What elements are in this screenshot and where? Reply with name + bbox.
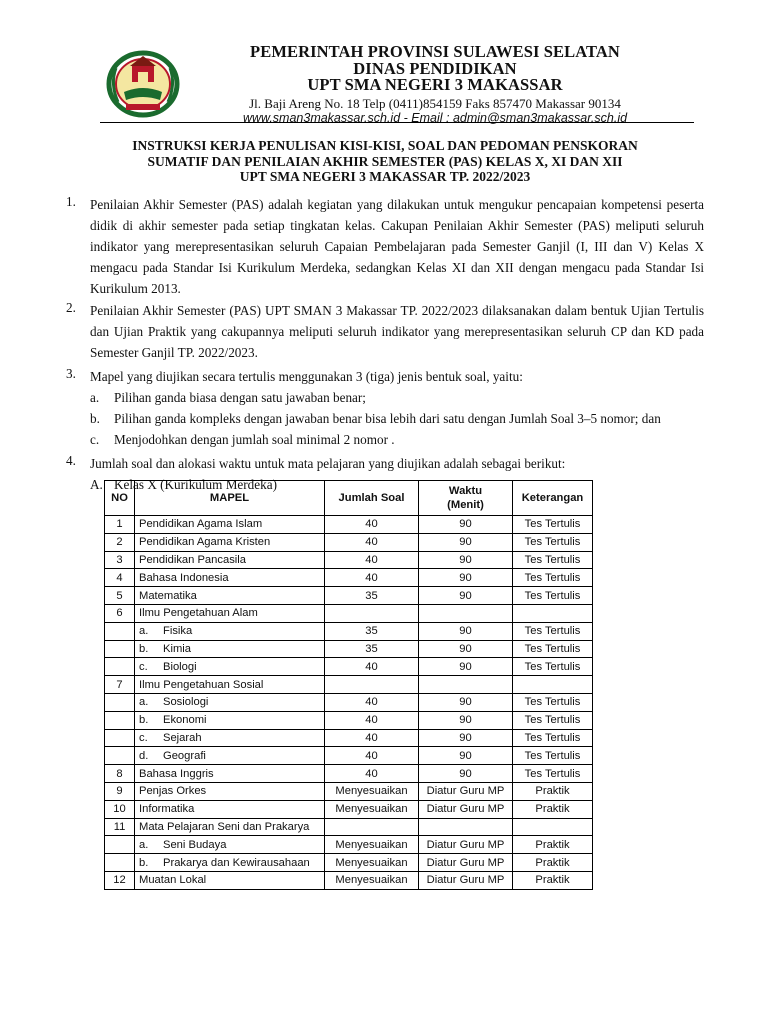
cell-no: 1 [105,516,135,534]
cell-mapel-name: Prakarya dan Kewirausahaan [163,856,310,869]
table-row [105,747,593,765]
cell-waktu: 90 [419,765,513,783]
cell-keterangan: Praktik [513,836,593,854]
cell-jumlah-soal: 40 [325,711,419,729]
cell-jumlah-soal: 40 [325,551,419,569]
cell-mapel [135,622,325,640]
cell-keterangan [513,676,593,694]
item-text: Penilaian Akhir Semester (PAS) adalah kegiatan yang dilakukan untuk mengukur pencapaian kompetensi peserta didik di akhir semester pada setiap tingkatan kelas. Cakupan Penilaian Akhir Semester (PAS) meliputi seluruh indikator yang merepresentasikan seluruh Capaian Pembelajaran pada Semester Ganjil (I, III dan V) Kelas X mengacu pada Standar Isi Kurikulum Merdeka, sedangkan Kelas XI dan XII dengan mengacu pada Standar Isi Kurikulum 2013. [90,197,704,296]
cell-mapel-letter: c. [139,660,148,673]
item-text: Jumlah soal dan alokasi waktu untuk mata pelajaran yang diujikan adalah sebagai berikut: [90,456,566,471]
cell-mapel-name: Geografi [163,749,206,762]
sub-item-text: Menjodohkan dengan jumlah soal minimal 2 nomor . [114,432,395,447]
cell-no [105,693,135,711]
cell-mapel-name: Ekonomi [163,714,207,727]
cell-no: 4 [105,569,135,587]
cell-waktu: 90 [419,516,513,534]
cell-keterangan: Praktik [513,800,593,818]
provincial-emblem-logo [104,48,182,118]
cell-no [105,622,135,640]
header-waktu [419,481,513,516]
table-row [105,854,593,872]
letterhead-province: PEMERINTAH PROVINSI SULAWESI SELATAN [250,42,620,61]
sub-item-b [90,408,704,429]
cell-no: 10 [105,800,135,818]
table-row [105,693,593,711]
cell-no [105,729,135,747]
cell-keterangan: Tes Tertulis [513,516,593,534]
cell-no [105,747,135,765]
title-line-1: INSTRUKSI KERJA PENULISAN KISI-KISI, SOAL DAN PEDOMAN PENSKORAN [132,138,638,153]
table-row [105,729,593,747]
sub-item-a [90,387,704,408]
cell-jumlah-soal: 35 [325,640,419,658]
cell-keterangan: Praktik [513,854,593,872]
cell-mapel-letter: b. [139,714,149,727]
cell-waktu: 90 [419,587,513,605]
cell-mapel: Muatan Lokal [135,871,325,889]
table-row [105,640,593,658]
sub-item-letter: c. [90,432,100,447]
letterhead-department: DINAS PENDIDIKAN [353,58,517,78]
cell-mapel: Informatika [135,800,325,818]
cell-no: 2 [105,533,135,551]
cell-mapel: Pendidikan Pancasila [135,551,325,569]
cell-jumlah-soal: 35 [325,622,419,640]
cell-mapel: Mata Pelajaran Seni dan Prakarya [135,818,325,836]
cell-mapel-letter: a. [139,625,149,638]
sub-item-letter: a. [90,390,100,405]
cell-keterangan: Tes Tertulis [513,693,593,711]
table-row [105,533,593,551]
cell-jumlah-soal [325,818,419,836]
table-row [105,871,593,889]
table-row [105,818,593,836]
instruction-item-2 [60,300,704,363]
cell-keterangan: Tes Tertulis [513,587,593,605]
cell-mapel: Pendidikan Agama Islam [135,516,325,534]
cell-mapel-letter: a. [139,838,149,851]
item-number: 1. [66,194,76,209]
item-text: Penilaian Akhir Semester (PAS) UPT SMAN 3 Makassar TP. 2022/2023 dilaksanakan dalam bentuk Ujian Tertulis dan Ujian Praktik yang cakupannya meliputi seluruh indikator yang merepresentasikan seluruh CP dan KD pada Semester Ganjil TP. 2022/2023. [90,303,704,360]
cell-keterangan: Tes Tertulis [513,729,593,747]
cell-keterangan: Tes Tertulis [513,533,593,551]
table-row [105,765,593,783]
table-row [105,658,593,676]
cell-waktu: 90 [419,693,513,711]
letterhead-divider [100,122,694,123]
cell-jumlah-soal: Menyesuaikan [325,871,419,889]
cell-mapel [135,729,325,747]
sub-item-text: Kelas X (Kurikulum Merdeka) [114,477,277,492]
cell-no: 9 [105,782,135,800]
cell-no: 6 [105,604,135,622]
cell-mapel [135,747,325,765]
cell-keterangan: Tes Tertulis [513,640,593,658]
cell-waktu: Diatur Guru MP [419,854,513,872]
cell-mapel: Pendidikan Agama Kristen [135,533,325,551]
cell-no [105,658,135,676]
header-waktu-line2: (Menit) [447,499,484,511]
table-body [105,516,593,890]
cell-waktu: Diatur Guru MP [419,800,513,818]
cell-mapel [135,693,325,711]
cell-mapel-name: Sosiologi [163,696,209,709]
cell-jumlah-soal: 40 [325,516,419,534]
cell-waktu: 90 [419,711,513,729]
cell-waktu: Diatur Guru MP [419,871,513,889]
table-row [105,516,593,534]
item-number: 3. [66,366,76,381]
cell-keterangan: Tes Tertulis [513,747,593,765]
cell-mapel-name: Sejarah [163,731,202,744]
cell-mapel [135,640,325,658]
cell-waktu: 90 [419,729,513,747]
cell-keterangan: Tes Tertulis [513,658,593,676]
instruction-item-3 [60,366,704,450]
cell-mapel: Ilmu Pengetahuan Alam [135,604,325,622]
sub-item-letter: A. [90,477,103,492]
cell-waktu: 90 [419,658,513,676]
cell-waktu: Diatur Guru MP [419,782,513,800]
cell-mapel: Penjas Orkes [135,782,325,800]
cell-mapel [135,658,325,676]
cell-keterangan: Tes Tertulis [513,569,593,587]
cell-no [105,854,135,872]
sub-item-letter: b. [90,411,100,426]
item-number: 2. [66,300,76,315]
header-keterangan: Keterangan [513,481,593,516]
cell-jumlah-soal: Menyesuaikan [325,854,419,872]
letterhead [200,44,670,126]
cell-no [105,836,135,854]
cell-no: 12 [105,871,135,889]
table-row [105,604,593,622]
cell-no [105,711,135,729]
cell-no: 5 [105,587,135,605]
table-row [105,711,593,729]
cell-mapel-letter: b. [139,856,149,869]
cell-no: 8 [105,765,135,783]
sub-item-c [90,429,704,450]
cell-waktu: 90 [419,569,513,587]
document-title [60,138,710,185]
sub-item-text: Pilihan ganda kompleks dengan jawaban benar bisa lebih dari satu dengan Jumlah Soal 3–5 nomor; dan [114,411,661,426]
header-jumlah-soal: Jumlah Soal [325,481,419,516]
cell-keterangan: Tes Tertulis [513,622,593,640]
letterhead-address: Jl. Baji Areng No. 18 Telp (0411)854159 Faks 857470 Makassar 90134 [249,95,621,111]
header-mapel: MAPEL [135,481,325,516]
title-line-3: UPT SMA NEGERI 3 MAKASSAR TP. 2022/2023 [239,169,531,184]
letterhead-school: UPT SMA NEGERI 3 MAKASSAR [307,75,563,94]
cell-keterangan: Praktik [513,782,593,800]
cell-mapel: Matematika [135,587,325,605]
cell-jumlah-soal: 40 [325,765,419,783]
table-row [105,622,593,640]
cell-jumlah-soal: Menyesuaikan [325,800,419,818]
cell-waktu: 90 [419,640,513,658]
header-waktu-line1: Waktu [448,485,483,497]
table-row [105,587,593,605]
cell-mapel-name: Biologi [163,660,197,673]
cell-mapel-name: Fisika [163,625,193,638]
cell-jumlah-soal: Menyesuaikan [325,782,419,800]
cell-mapel [135,854,325,872]
cell-jumlah-soal: 40 [325,729,419,747]
cell-keterangan: Tes Tertulis [513,765,593,783]
title-line-2: SUMATIF DAN PENILAIAN AKHIR SEMESTER (PAS) KELAS X, XI DAN XII [147,153,623,169]
letterhead-web-email: www.sman3makassar.sch.id - Email : admin@sman3makassar.sch.id [242,110,628,125]
cell-mapel-letter: a. [139,696,149,709]
cell-jumlah-soal [325,604,419,622]
cell-jumlah-soal: Menyesuaikan [325,836,419,854]
header-no: NO [105,481,135,516]
cell-mapel [135,711,325,729]
sub-item-text: Pilihan ganda biasa dengan satu jawaban benar; [114,390,366,405]
cell-jumlah-soal: 35 [325,587,419,605]
cell-no [105,640,135,658]
cell-mapel: Bahasa Inggris [135,765,325,783]
cell-mapel-name: Kimia [163,642,191,655]
cell-keterangan: Praktik [513,871,593,889]
cell-keterangan: Tes Tertulis [513,551,593,569]
cell-no: 7 [105,676,135,694]
cell-waktu: 90 [419,533,513,551]
cell-mapel-letter: d. [139,749,149,762]
cell-mapel: Bahasa Indonesia [135,569,325,587]
cell-jumlah-soal: 40 [325,533,419,551]
exam-schedule-table [104,480,593,890]
cell-jumlah-soal: 40 [325,569,419,587]
cell-waktu: 90 [419,747,513,765]
table-header-row [105,481,593,516]
item-text: Mapel yang diujikan secara tertulis menggunakan 3 (tiga) jenis bentuk soal, yaitu: [90,369,523,384]
cell-mapel-letter: b. [139,642,149,655]
cell-jumlah-soal: 40 [325,747,419,765]
cell-waktu [419,604,513,622]
table-row [105,782,593,800]
item-number: 4. [66,453,76,468]
table-row [105,551,593,569]
cell-no: 11 [105,818,135,836]
cell-keterangan [513,604,593,622]
table-row [105,800,593,818]
cell-mapel-letter: c. [139,731,148,744]
cell-mapel [135,836,325,854]
cell-waktu: 90 [419,622,513,640]
cell-waktu: 90 [419,551,513,569]
cell-jumlah-soal [325,676,419,694]
table-row [105,836,593,854]
cell-waktu [419,818,513,836]
table-row [105,676,593,694]
cell-mapel: Ilmu Pengetahuan Sosial [135,676,325,694]
table-row [105,569,593,587]
cell-waktu: Diatur Guru MP [419,836,513,854]
instruction-list [60,194,704,495]
cell-keterangan [513,818,593,836]
cell-waktu [419,676,513,694]
cell-mapel-name: Seni Budaya [163,838,227,851]
cell-no: 3 [105,551,135,569]
cell-jumlah-soal: 40 [325,658,419,676]
cell-keterangan: Tes Tertulis [513,711,593,729]
instruction-item-1 [60,194,704,299]
cell-jumlah-soal: 40 [325,693,419,711]
